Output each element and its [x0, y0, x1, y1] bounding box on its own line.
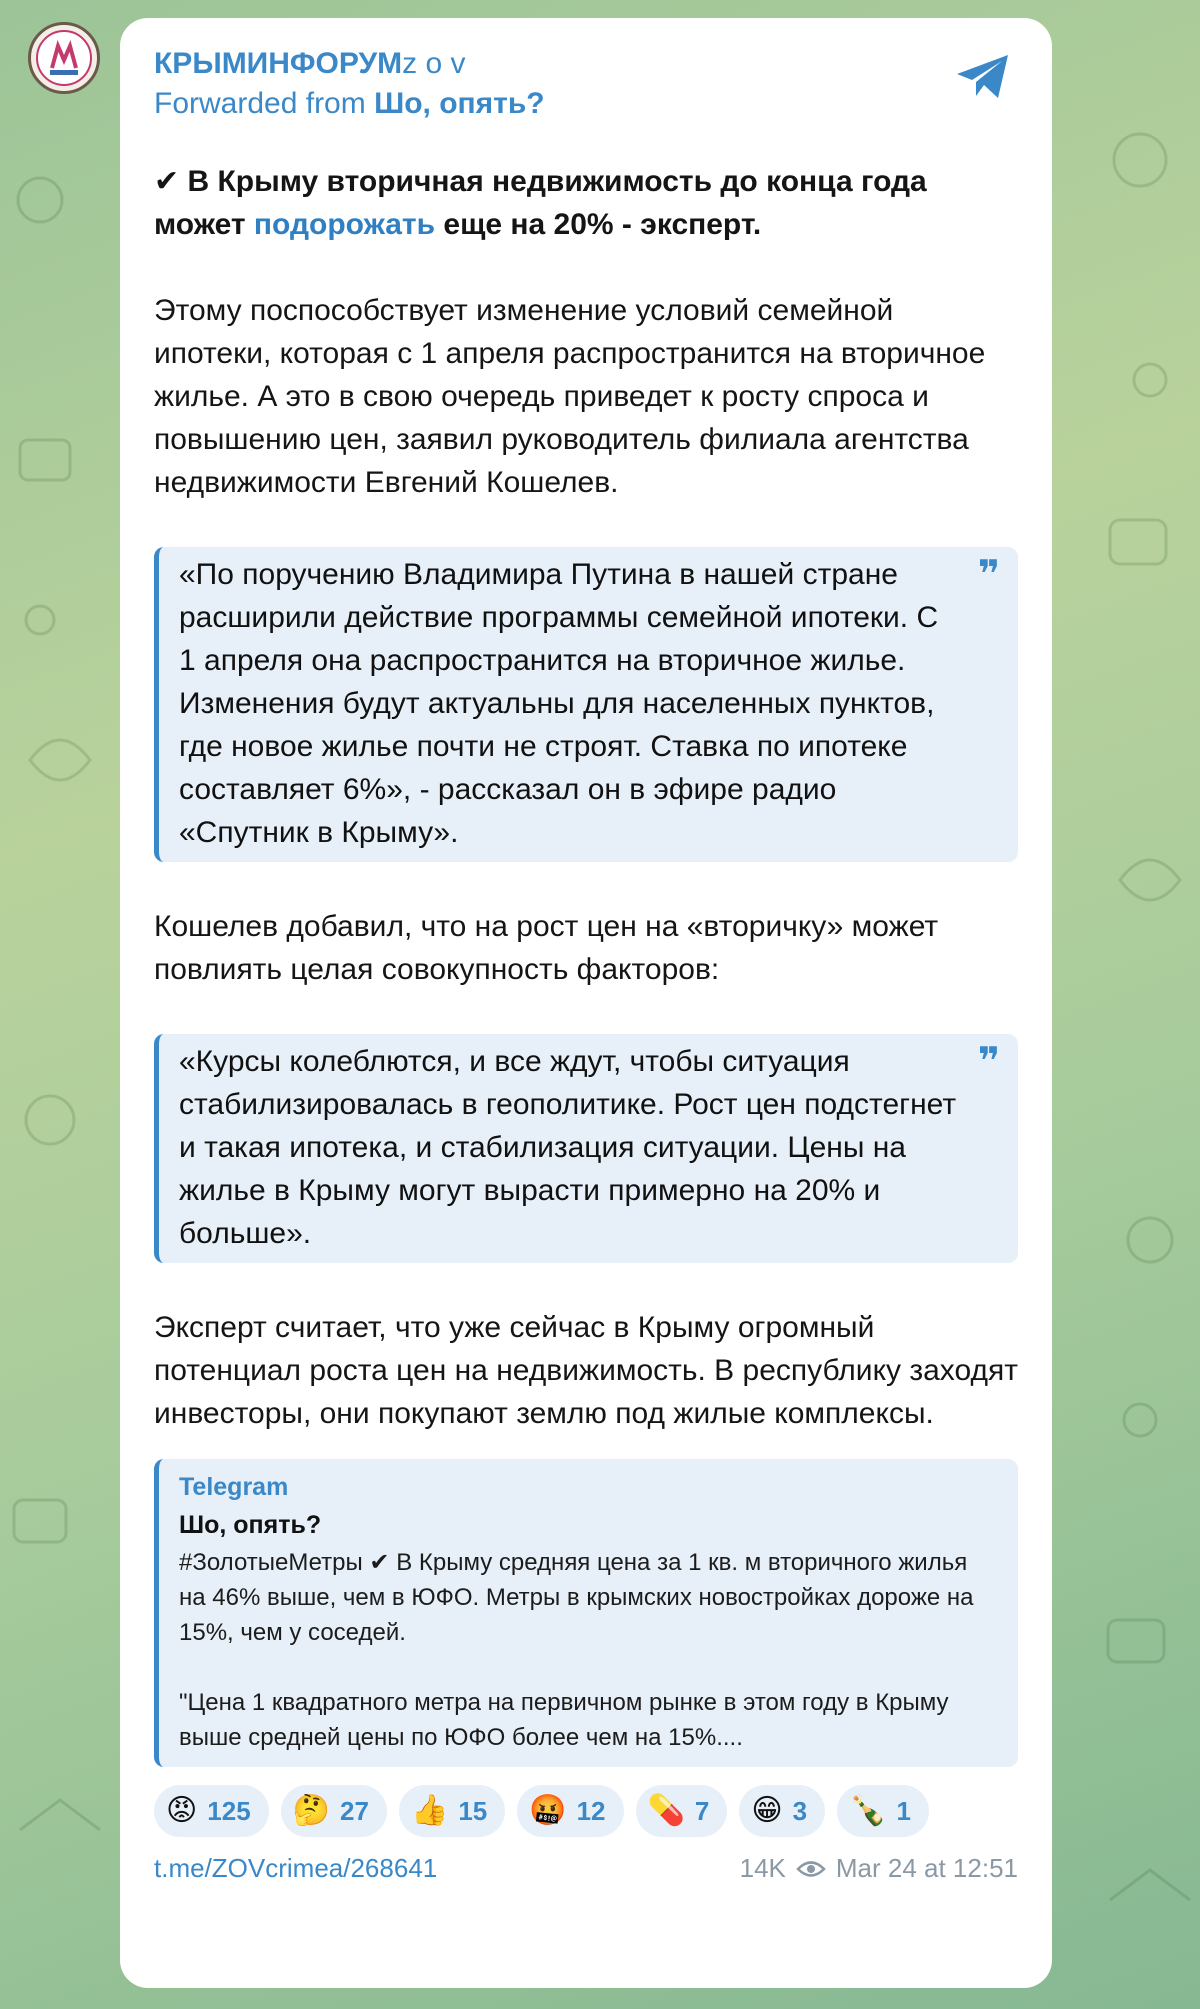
headline	[154, 160, 1018, 246]
pill-emoji-icon: 💊	[647, 1794, 685, 1827]
paragraph-3: Эксперт считает, что уже сейчас в Крыму огромный потенциал роста цен на недвижимость. В республику заходят инвесторы, они покупают землю под жилые комплексы.	[154, 1311, 1018, 1430]
reaction-cursing[interactable]	[517, 1785, 623, 1837]
reaction-count: 27	[340, 1795, 369, 1826]
preview-site-name: Telegram	[179, 1473, 289, 1501]
link-preview[interactable]	[154, 1459, 1018, 1767]
forwarded-prefix: Forwarded from	[154, 87, 375, 120]
message-date: Mar 24 at 12:51	[835, 1853, 1018, 1883]
reaction-count: 125	[207, 1795, 251, 1826]
message-header	[154, 44, 1018, 144]
reaction-angry[interactable]	[154, 1785, 269, 1837]
reaction-grin[interactable]	[739, 1785, 825, 1837]
headline-part2: еще на 20% - эксперт.	[435, 208, 762, 241]
paragraph-1: Этому поспособствует изменение условий семейной ипотеки, которая с 1 апреля распространится на вторичное жилье. А это в свою очередь приведет к росту спроса и повышению цен, заявил руководитель филиала агентства недвижимости Евгений Кошелев.	[154, 294, 986, 499]
champagne-emoji-icon: 🍾	[849, 1794, 887, 1827]
grin-emoji-icon: 😁	[751, 1794, 783, 1827]
reaction-count: 12	[576, 1795, 606, 1826]
blockquote-2	[154, 1034, 1018, 1263]
message-footer	[154, 1853, 1018, 1884]
share-icon[interactable]	[954, 52, 1012, 102]
angry-emoji-icon: 😡	[166, 1794, 198, 1827]
reaction-count: 3	[792, 1795, 808, 1826]
preview-description-2: "Цена 1 квадратного метра на первичном рынке в этом году в Крыму выше средней цены по ЮФО более чем на 15%....	[179, 1689, 949, 1751]
reaction-count: 15	[458, 1795, 488, 1826]
view-count: 14K	[739, 1853, 786, 1883]
channel-logo-icon	[34, 28, 94, 88]
channel-avatar[interactable]	[28, 22, 100, 94]
thumbs-up-emoji-icon: 👍	[410, 1794, 449, 1827]
headline-link[interactable]: подорожать	[253, 208, 436, 241]
reaction-champagne[interactable]	[837, 1785, 929, 1837]
eye-icon	[796, 1859, 826, 1879]
cursing-emoji-icon: 🤬	[529, 1794, 567, 1827]
blockquote-1-text: «По поручению Владимира Путина в нашей стране расширили действие программы семейной ипотеки. С 1 апреля она распространится на вторичное жилье. Изменения будут актуальны для населенных пунктов, где новое жилье почти не строят. Ставка по ипотеке составляет 6%», - рассказал он в эфире радио «Спутник в Крыму».	[179, 558, 939, 849]
forwarded-from[interactable]	[154, 84, 1018, 124]
preview-description: #ЗолотыеМетры ✔ В Крыму средняя цена за 1 кв. м вторичного жилья на 46% выше, чем в ЮФО. Метры в крымских новостройках дороже на 15%, чем у соседей.	[179, 1549, 974, 1646]
channel-name-suffix: z o v	[402, 47, 466, 80]
blockquote-2-text: «Курсы колеблются, и все ждут, чтобы ситуация стабилизировалась в геополитике. Рост цен подстегнет и такая ипотека, и стабилизация ситуации. Цены на жилье в Крыму могут вырасти примерно на 20% и больше».	[179, 1045, 957, 1250]
quote-mark-icon: ❞	[977, 1041, 1000, 1083]
reaction-thinking[interactable]	[281, 1785, 387, 1837]
blockquote-1	[154, 547, 1018, 862]
checkmark-icon: ✔	[154, 165, 180, 198]
reactions-bar	[154, 1785, 1018, 1837]
thinking-emoji-icon: 🤔	[292, 1794, 331, 1827]
forwarded-source: Шо, опять?	[374, 87, 545, 120]
reaction-count: 1	[896, 1795, 911, 1826]
reaction-pill[interactable]	[636, 1785, 728, 1837]
quote-mark-icon: ❞	[977, 554, 1000, 596]
headline-part1: В Крыму вторичная недвижимость до конца года может	[154, 165, 927, 241]
reaction-thumbs-up[interactable]	[399, 1785, 505, 1837]
channel-name: КРЫМИНФОРУМ	[154, 47, 403, 80]
paragraph-2: Кошелев добавил, что на рост цен на «вторичку» может повлиять целая совокупность факторов:	[154, 910, 939, 986]
post-link[interactable]: t.me/ZOVcrimea/268641	[154, 1853, 438, 1883]
message-meta	[740, 1853, 1018, 1884]
reaction-count: 7	[694, 1795, 710, 1826]
preview-title: Шо, опять?	[179, 1511, 322, 1539]
message-bubble	[120, 18, 1052, 1988]
channel-name-link[interactable]	[154, 44, 1018, 84]
